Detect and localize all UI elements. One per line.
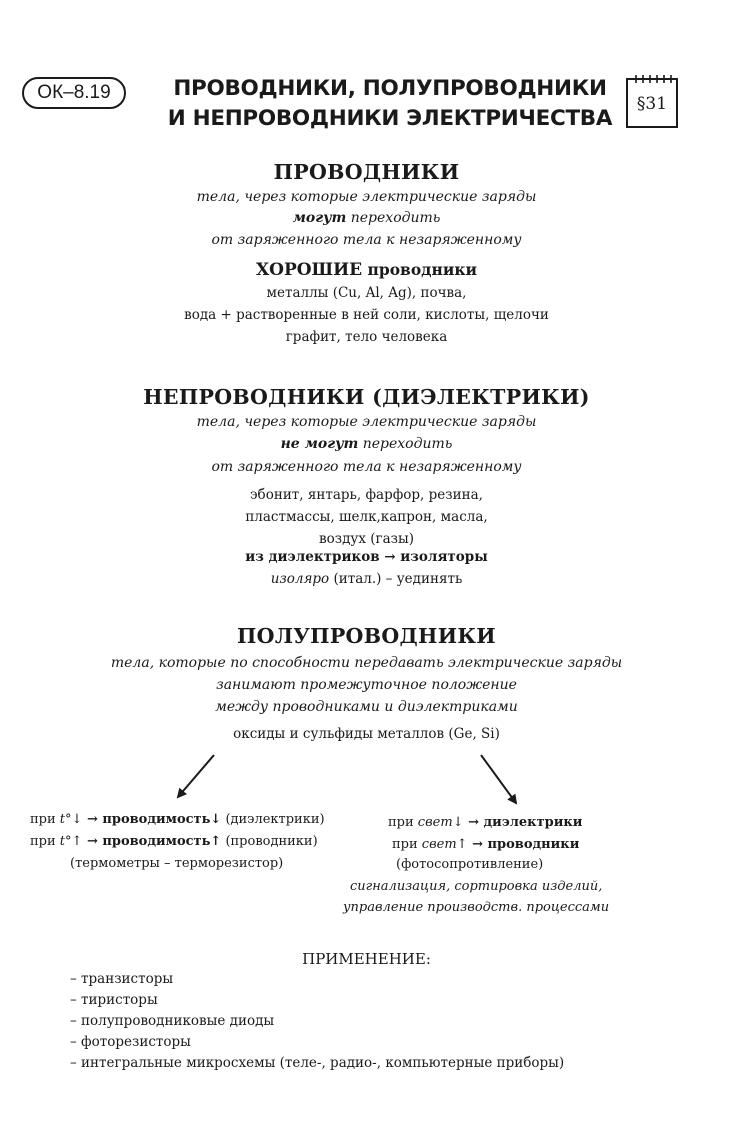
good-conductors-label: ХОРОШИЕ проводники	[255, 260, 478, 280]
dielectrics-examples-line1: эбонит, янтарь, фарфор, резина,	[250, 487, 483, 503]
conductors-examples-line1: металлы (Cu, Al, Ag), почва,	[266, 285, 467, 301]
conductors-examples-line2: вода + растворенные в ней соли, кислоты, щелочи	[184, 307, 549, 323]
light-arrow	[481, 755, 516, 803]
page-title-line2: И НЕПРОВОДНИКИ ЭЛЕКТРИЧЕСТВА	[167, 106, 613, 131]
temperature-row1: при t°↓ → проводимость↓ (диэлектрики)	[30, 812, 325, 827]
dielectrics-examples-line2: пластмассы, шелк,капрон, масла,	[245, 509, 488, 525]
dielectrics-definition-line1: тела, через которые электрические заряды	[196, 414, 537, 430]
conductors-definition-line3: от заряженного тела к незаряженному	[211, 232, 522, 248]
temperature-row3: (термометры – терморезистор)	[70, 856, 284, 871]
semiconductors-definition-line2: занимают промежуточное положение	[216, 677, 517, 693]
conductors-definition-line1: тела, через которые электрические заряды	[196, 189, 537, 205]
dielectrics-definition-line2: не могут переходить	[280, 436, 453, 452]
light-row3: (фотосопротивление)	[396, 857, 544, 872]
application-heading: ПРИМЕНЕНИЕ:	[302, 950, 431, 968]
application-item: – полупроводниковые диоды	[70, 1013, 275, 1029]
dielectrics-examples-line3: воздух (газы)	[318, 531, 414, 547]
semiconductors-heading: ПОЛУПРОВОДНИКИ	[237, 624, 496, 648]
temperature-arrow	[178, 755, 214, 797]
dielectrics-definition-line3: от заряженного тела к незаряженному	[211, 459, 522, 475]
semiconductors-examples: оксиды и сульфиды металлов (Ge, Si)	[233, 726, 500, 742]
page-title-line1: ПРОВОДНИКИ, ПОЛУПРОВОДНИКИ	[173, 76, 607, 101]
dielectrics-heading: НЕПРОВОДНИКИ (ДИЭЛЕКТРИКИ)	[143, 385, 590, 409]
semiconductors-definition-line1: тела, которые по способности передавать электрические заряды	[110, 655, 623, 671]
semiconductors-definition-line3: между проводниками и диэлектриками	[215, 699, 518, 715]
light-row5: управление производств. процессами	[343, 900, 610, 915]
topic-code-badge: ОК–8.19	[22, 77, 126, 109]
light-row1: при свет↓ → диэлектрики	[388, 815, 583, 830]
application-item: – интегральные микросхемы (теле-, радио-, компьютерные приборы)	[70, 1055, 565, 1071]
paragraph-number: §31	[636, 94, 668, 114]
application-item: – фоторезисторы	[70, 1034, 191, 1050]
conductors-examples-line3: графит, тело человека	[285, 329, 448, 345]
light-row4: сигнализация, сортировка изделий,	[350, 879, 603, 894]
application-item: – тиристоры	[70, 992, 158, 1008]
conductors-heading: ПРОВОДНИКИ	[273, 160, 460, 184]
insulators-etymology: изоляро (итал.) – уединять	[270, 571, 463, 587]
temperature-row2: при t°↑ → проводимость↑ (проводники)	[30, 834, 318, 849]
application-item: – транзисторы	[70, 971, 174, 987]
conductors-definition-line2: могут переходить	[292, 210, 441, 226]
insulators-note: из диэлектриков → изоляторы	[245, 549, 488, 565]
light-row2: при свет↑ → проводники	[392, 837, 580, 852]
